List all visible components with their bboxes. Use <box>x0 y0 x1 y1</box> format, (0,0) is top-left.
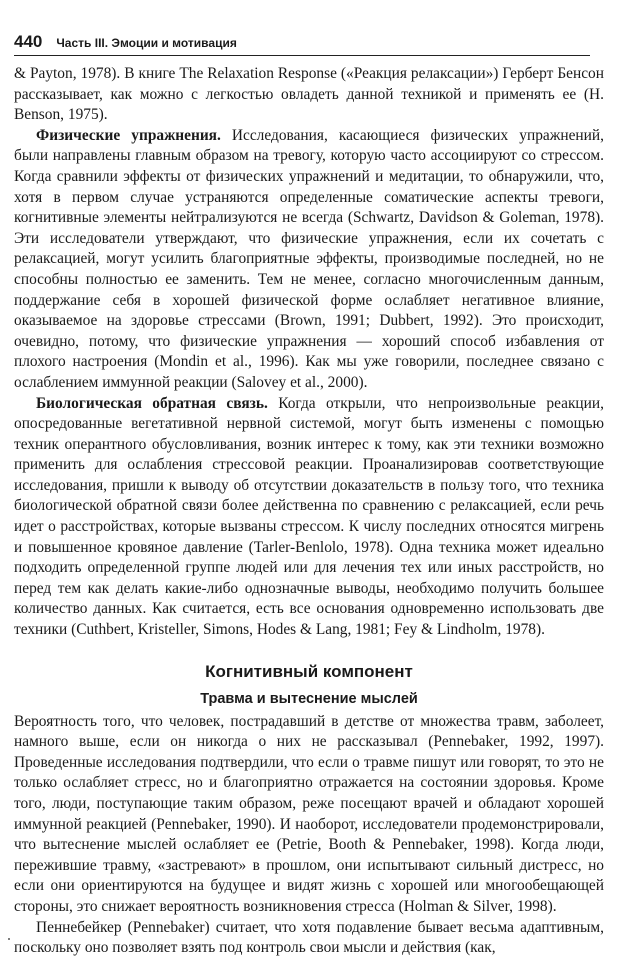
subsection-heading: Травма и вытеснение мыслей <box>200 690 418 707</box>
paragraph-continuation: & Payton, 1978). В книге The Relaxation Response («Реакция релаксации») Герберт Бенсон рассказывает, как можно с легкостью овладеть данной техникой и применять ее (H. Benson, 1975). <box>14 65 604 124</box>
paragraph-lead-biofeedback: Биологическая обратная связь. <box>36 394 268 412</box>
margin-dot <box>8 938 10 940</box>
paragraph-text-biofeedback: Когда открыли, что непроизвольные реакции, опосредованные вегетативной нервной системой, могут быть изменены с помощью техник оперантного обусловливания, возник интерес к тому, как эти техники возможно применить для ослабления стрессовой реакции. Проанализировав соответствующие исследования, пришли к выводу об отсутствии доказательств в пользу того, что техника биологической обратной связи более действенна по сравнению с релаксацией, если речь идет о расстройствах, которые вызваны стрессом. К числу последних относятся мигрень и повышенное кровяное давление (Tarler-Benlolo, 1978). Одна техника может идеально подходить определенной группе людей или для лечения тех или иных расстройств, но перед тем как делать какие-либо однозначные выводы, необходимо получить большее количество данных. Как считается, есть все основания одновременно использовать две техники (Cuthbert, Kristeller, Simons, Hodes & Lang, 1981; Fey & Lindholm, 1978). <box>14 394 604 639</box>
body-text <box>14 64 604 959</box>
page-header <box>14 32 590 56</box>
paragraph-lead-physical-exercise: Физические упражнения. <box>36 126 221 144</box>
paragraph-trauma: Вероятность того, что человек, пострадавший в детстве от множества травм, заболеет, намного выше, если он никогда о них не рассказывал (Pennebaker, 1992, 1997). Проведенные исследования подтвердили, что если о травме пишут или говорят, то это не только ослабляет стресс, но и благоприятно отражается на состоянии здоровья. Кроме того, люди, поступающие таким образом, реже посещают врачей и обладают хорошей иммунной реакцией (Pennebaker, 1990). И наоборот, исследователи продемонстрировали, что вытеснение мыслей ослабляет ее (Petrie, Booth & Pennebaker, 1998). Когда люди, пережившие травму, «застревают» в прошлом, они испытывают сильный дистресс, но если они ориентируются на будущее и видят жизнь с хорошей или многообещающей стороны, это снижает вероятность возникновения стресса (Holman & Silver, 1998). <box>14 712 604 915</box>
paragraph-biofeedback <box>14 394 604 641</box>
paragraph-pennebaker: Пеннебейкер (Pennebaker) считает, что хотя подавление бывает весьма адаптивным, поскольку оно позволяет взять под контроль свои мысли и действия (как, <box>14 918 604 957</box>
paragraph-physical-exercise <box>14 126 604 394</box>
running-head: Часть III. Эмоции и мотивация <box>56 36 237 50</box>
paragraph-text-physical-exercise: Исследования, касающиеся физических упражнений, были направлены главным образом на тревогу, которую часто ассоциируют со стрессом. Когда сравнили эффекты от физических упражнений и медитации, то обнаружили, что, хотя в первом случае устраняются определенные соматические аспекты тревоги, когнитивные элементы нейтрализуются не всегда (Schwartz, Davidson & Goleman, 1978). Эти исследователи утверждают, что физические упражнения, если их сочетать с релаксацией, могут усилить благоприятные эффекты, производимые последней, но не способны полностью ее заменить. Тем не менее, согласно многочисленным данным, поддержание себя в хорошей физической форме ослабляет негативное влияние, оказываемое на здоровье стрессами (Brown, 1991; Dubbert, 1992). Это происходит, очевидно, потому, что физические упражнения — хороший способ избавления от плохого настроения (Mondin et al., 1996). Как мы уже говорили, последнее связано с ослаблением иммунной реакции (Salovey et al., 2000). <box>14 126 604 391</box>
page-number: 440 <box>14 32 43 51</box>
section-heading: Когнитивный компонент <box>205 661 413 681</box>
